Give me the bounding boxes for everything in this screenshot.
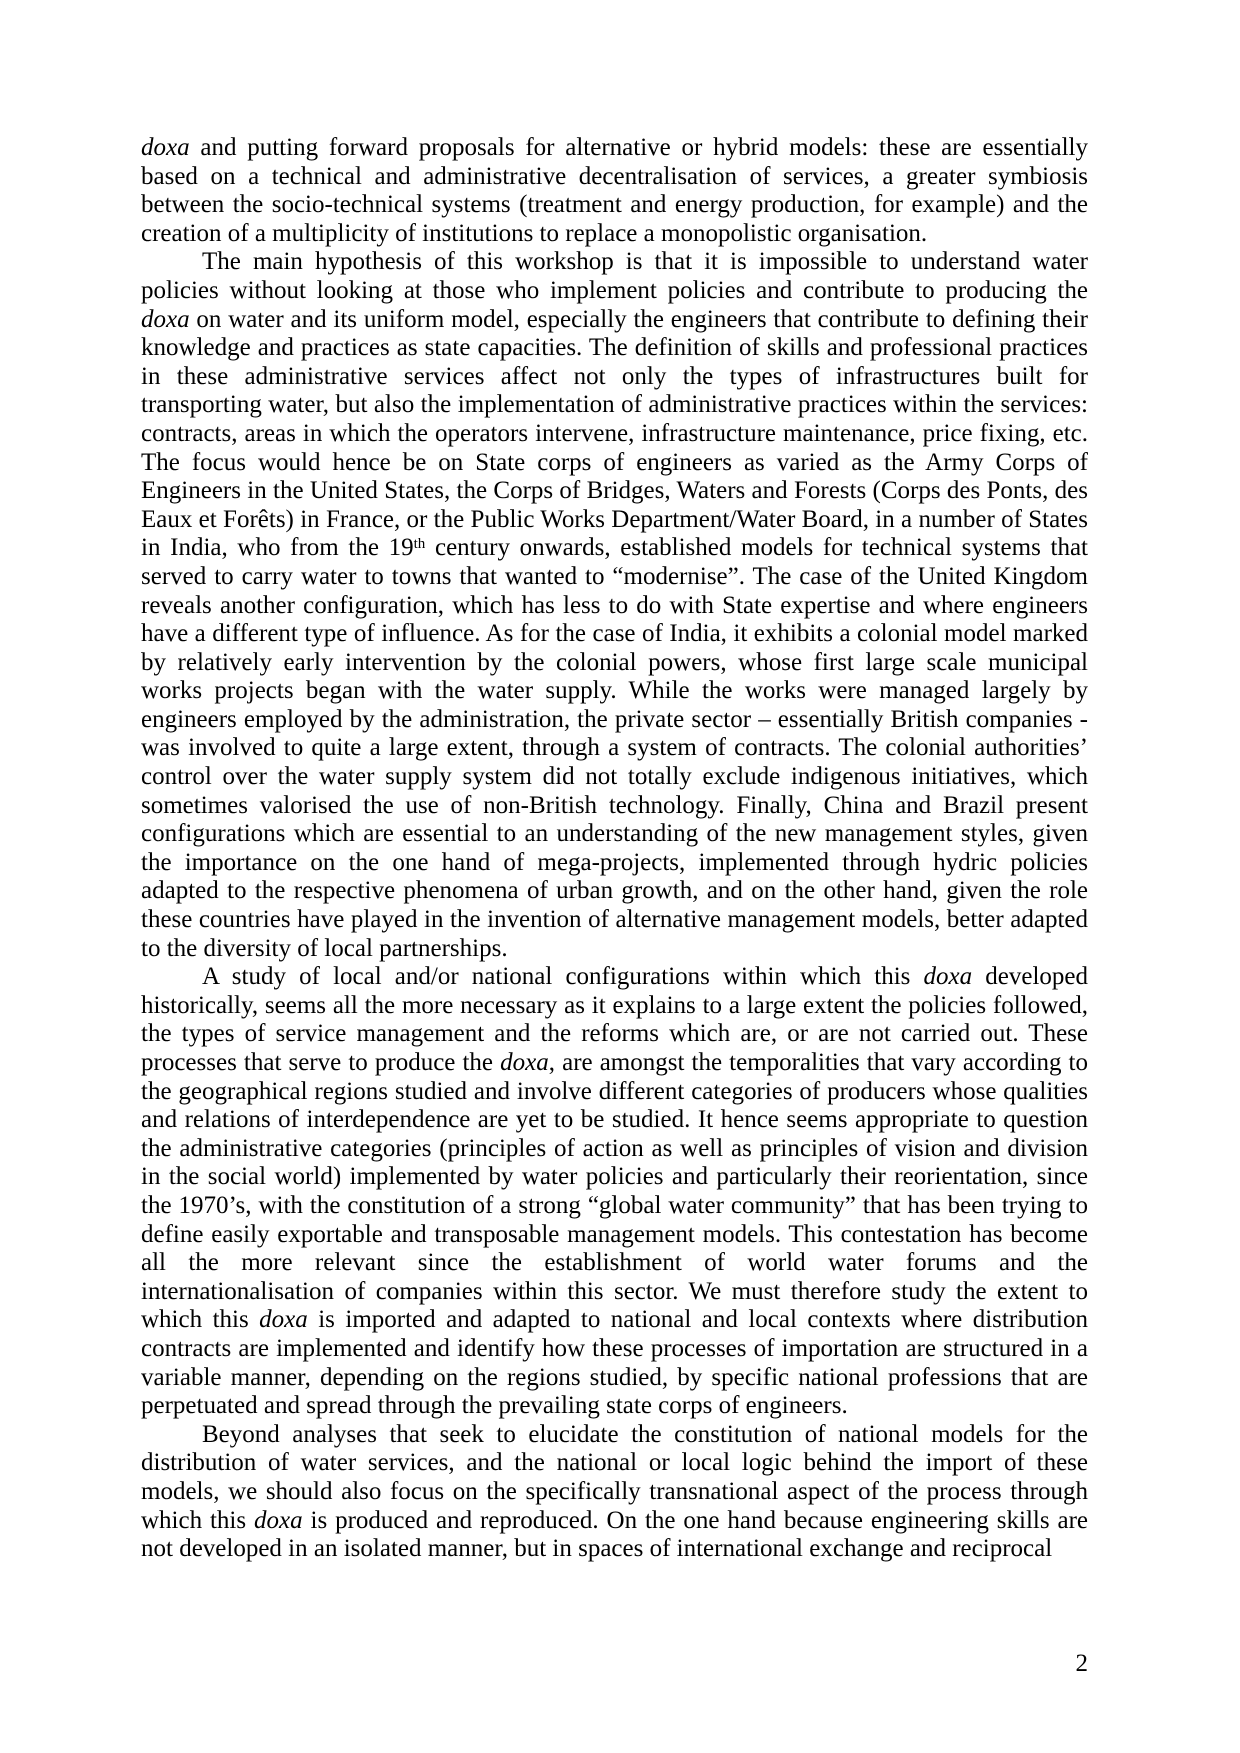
text-run: developed historically, seems all the more necessary as it explains to a large extent the policies followed, the types of service management and the reforms which are, or are not carried out. These processes that serve to produce the (141, 963, 1088, 1076)
italic-term: doxa (254, 1506, 303, 1534)
italic-term: doxa (141, 305, 190, 333)
italic-term: doxa (923, 963, 973, 991)
text-run: , are amongst the temporalities that vary according to the geographical regions studied and involve different categories of producers whose qualities and relations of interdependence are yet to be studied. It hence seems appropriate to question the administrative categories (principles of action as well as principles of vision and division in the social world) implemented by water policies and particularly their reorientation, since the 1970’s, with the constitution of a strong “global water community” that has been trying to define easily exportable and transposable management models. This contestation has become all the more relevant since the establishment of world water forums and the internationalisation of companies within this sector. We must therefore study the extent to which this (141, 1049, 1088, 1334)
text-run: A study of local and/or national configurations within which this (202, 963, 924, 991)
text-run: on water and its uniform model, especially the engineers that contribute to defining their knowledge and practices as state capacities. The definition of skills and professional practices in these administrative services affect not only the types of infrastructures built for transporting water, but also the implementation of administrative practices within the services: contracts, areas in which the operators intervene, infrastructure maintenance, price fixing, etc. The focus would hence be on State corps of engineers as varied as the Army Corps of Engineers in the United States, the Corps of Bridges, Waters and Forests (Corps des Ponts, des Eaux et Forêts) in France, or the Public Works Department/Water Board, in a number of States in India, who from the 19 (141, 305, 1088, 562)
superscript-ordinal: th (413, 535, 426, 552)
text-run: is imported and adapted to national and local contexts where distribution contracts are implemented and identify how these processes of importation are structured in a variable manner, depending on the regions studied, by specific national professions that are perpetuated and spread through the prevailing state corps of engineers. (141, 1306, 1088, 1420)
text-run: century onwards, established models for technical systems that served to carry water to towns that wanted to “modernise”. The case of the United Kingdom reveals another configuration, which has less to do with State expertise and where engineers have a different type of influence. As for the case of India, it exhibits a colonial model marked by relatively early intervention by the colonial powers, whose first large scale municipal works projects began with the water supply. While the works were managed largely by engineers employed by the administration, the private sector – essentially British companies - was involved to quite a large extent, through a system of contracts. The colonial authorities’ control over the water supply system did not totally exclude indigenous initiatives, which sometimes valorised the use of non-British technology. Finally, China and Brazil present configurations which are essential to an understanding of the new management styles, given the importance on the one hand of mega-projects, implemented through hydric policies adapted to the respective phenomena of urban growth, and on the other hand, given the role these countries have played in the invention of alternative management models, better adapted to the diversity of local partnerships. (141, 534, 1088, 962)
text-run: The main hypothesis of this workshop is that it is impossible to understand water policies without looking at those who implement policies and contribute to producing the (141, 248, 1088, 304)
text-run: Beyond analyses that seek to elucidate the constitution of national models for the distribution of water services, and the national or local logic behind the import of these models, we should also focus on the specifically transnational aspect of the process through which this (141, 1420, 1088, 1534)
italic-term: doxa (259, 1306, 308, 1334)
page-number: 2 (1075, 1650, 1088, 1677)
italic-term: doxa (500, 1049, 549, 1076)
paragraph (141, 134, 1088, 248)
text-run: and putting forward proposals for alternative or hybrid models: these are essentially based on a technical and administrative decentralisation of services, a greater symbiosis between the socio-technical systems (treatment and energy production, for example) and the creation of a multiplicity of institutions to replace a monopolistic organisation. (141, 134, 1088, 247)
paragraph (141, 1421, 1088, 1564)
document-body (141, 134, 1088, 1564)
paragraph (141, 963, 1088, 1421)
italic-term: doxa (141, 134, 190, 161)
paragraph (141, 248, 1088, 963)
text-run: is produced and reproduced. On the one hand because engineering skills are not developed in an isolated manner, but in spaces of international exchange and reciprocal (141, 1506, 1088, 1563)
